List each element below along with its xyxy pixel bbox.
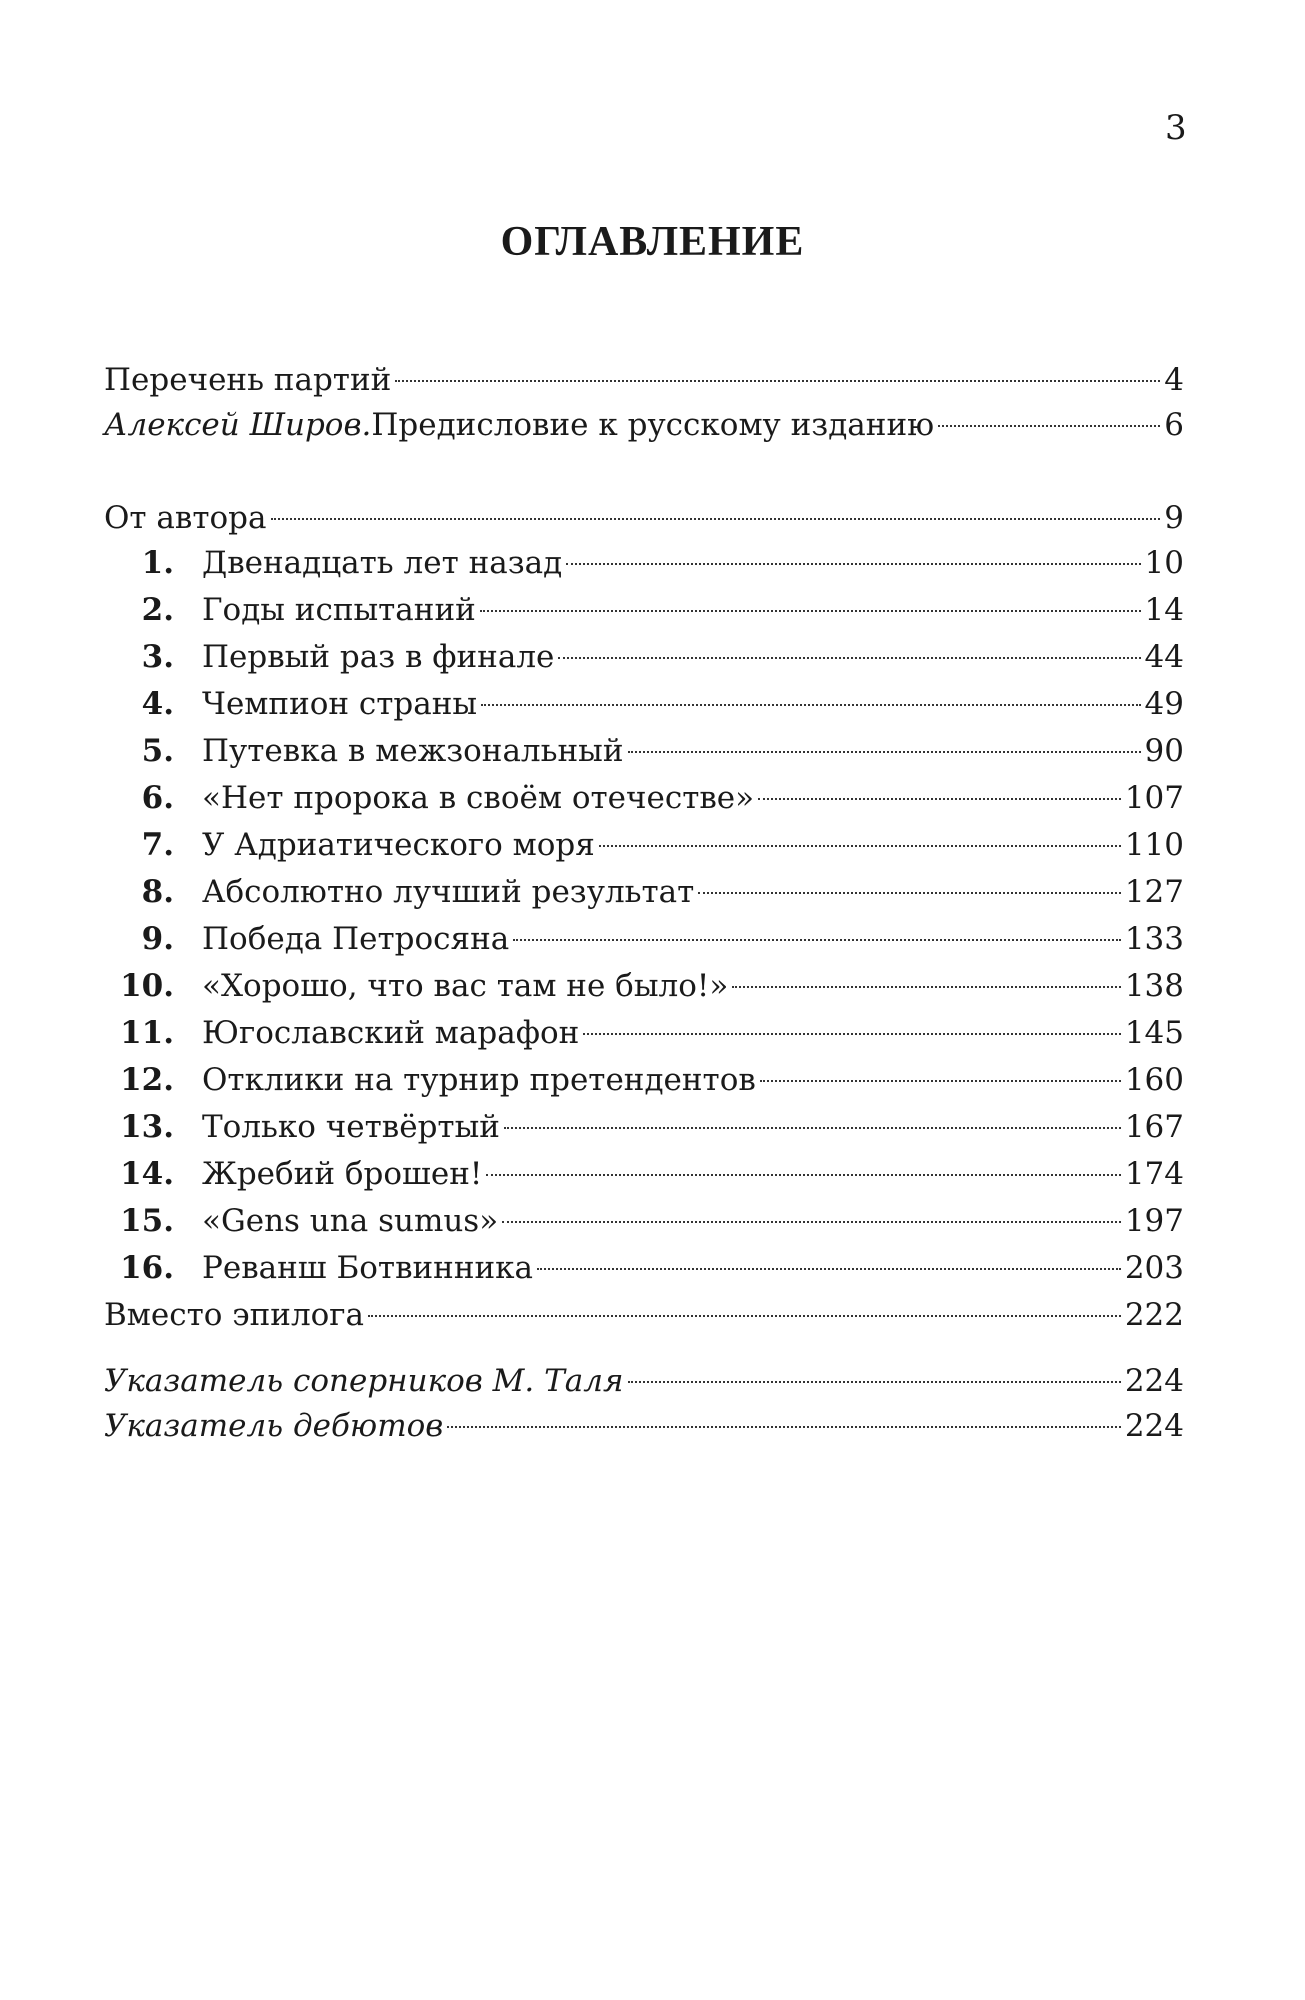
chapter-page: 138	[1124, 968, 1184, 1004]
chapter-number: 3.	[141, 639, 174, 675]
chapter-title: Только четвёртый	[202, 1109, 500, 1145]
chapter-title: Путевка в межзональный	[202, 733, 624, 769]
chapter-page: 160	[1124, 1062, 1184, 1098]
toc-chapter[interactable]	[104, 729, 1184, 773]
entry-text: Указатель дебютов	[104, 1408, 444, 1444]
chapter-title: Отклики на турнир претендентов	[202, 1062, 756, 1098]
dot-leader	[368, 1315, 1121, 1317]
toc-chapter[interactable]	[104, 635, 1184, 679]
dot-leader	[481, 704, 1140, 706]
entry-text: Вместо эпилога	[104, 1297, 365, 1333]
chapter-number: 11.	[120, 1015, 174, 1051]
chapter-title: Первый раз в финале	[202, 639, 555, 675]
chapter-page: 145	[1124, 1015, 1184, 1051]
dot-leader	[758, 798, 1121, 800]
toc-chapter[interactable]	[104, 1105, 1184, 1149]
dot-leader	[395, 380, 1160, 382]
chapter-page: 133	[1124, 921, 1184, 957]
toc-entry-preface[interactable]	[104, 403, 1184, 447]
chapter-page: 14	[1144, 592, 1184, 628]
chapter-title: Чемпион страны	[202, 686, 478, 722]
chapter-number: 1.	[141, 545, 174, 581]
toc-chapter[interactable]	[104, 964, 1184, 1008]
entry-page: 224	[1124, 1363, 1184, 1399]
chapter-number: 16.	[120, 1250, 174, 1286]
chapter-number: 8.	[141, 874, 174, 910]
toc-chapter[interactable]	[104, 682, 1184, 726]
toc-entry-epilogue[interactable]	[104, 1293, 1184, 1337]
chapter-number: 9.	[141, 921, 174, 957]
chapter-title: «Нет пророка в своём отечестве»	[202, 780, 755, 816]
dot-leader	[271, 518, 1161, 520]
chapter-title: Абсолютно лучший результат	[202, 874, 695, 910]
chapter-page: 90	[1144, 733, 1184, 769]
chapter-number: 15.	[120, 1203, 174, 1239]
chapter-number: 13.	[120, 1109, 174, 1145]
dot-leader	[486, 1174, 1121, 1176]
chapter-number: 14.	[120, 1156, 174, 1192]
chapter-number: 4.	[141, 686, 174, 722]
chapter-page: 167	[1124, 1109, 1184, 1145]
toc-chapter[interactable]	[104, 1199, 1184, 1243]
toc-chapter[interactable]	[104, 1011, 1184, 1055]
dot-leader	[599, 845, 1121, 847]
toc-entry-games-list[interactable]	[104, 358, 1184, 402]
chapter-number: 6.	[141, 780, 174, 816]
entry-page: 9	[1164, 500, 1184, 536]
dot-leader	[760, 1080, 1121, 1082]
toc-chapter[interactable]	[104, 917, 1184, 961]
entry-page: 224	[1124, 1408, 1184, 1444]
dot-leader	[504, 1127, 1121, 1129]
dot-leader	[558, 657, 1140, 659]
chapter-number: 7.	[141, 827, 174, 863]
toc-chapter[interactable]	[104, 1152, 1184, 1196]
dot-leader	[502, 1221, 1121, 1223]
entry-text: Указатель соперников М. Таля	[104, 1363, 624, 1399]
dot-leader	[938, 425, 1160, 427]
chapter-title: «Gens una sumus»	[202, 1203, 499, 1239]
chapter-title: «Хорошо, что вас там не было!»	[202, 968, 729, 1004]
chapter-title: Победа Петросяна	[202, 921, 510, 957]
chapter-page: 203	[1124, 1250, 1184, 1286]
chapter-title: Жребий брошен!	[202, 1156, 483, 1192]
toc-chapter[interactable]	[104, 776, 1184, 820]
toc-chapter[interactable]	[104, 1246, 1184, 1290]
dot-leader	[628, 751, 1141, 753]
chapter-number: 5.	[141, 733, 174, 769]
chapter-title: Двенадцать лет назад	[202, 545, 563, 581]
entry-text: Перечень партий	[104, 362, 392, 398]
dot-leader	[698, 892, 1121, 894]
chapter-page: 110	[1124, 827, 1184, 863]
dot-leader	[513, 939, 1121, 941]
toc-chapter[interactable]	[104, 823, 1184, 867]
chapter-page: 174	[1124, 1156, 1184, 1192]
chapter-page: 127	[1124, 874, 1184, 910]
entry-page: 6	[1164, 407, 1184, 443]
dot-leader	[566, 563, 1140, 565]
page-number: 3	[1165, 108, 1187, 148]
chapter-page: 107	[1124, 780, 1184, 816]
toc-chapter[interactable]	[104, 870, 1184, 914]
toc-entry-opponents-index[interactable]	[104, 1359, 1184, 1403]
entry-text: От автора	[104, 500, 267, 536]
dot-leader	[628, 1381, 1121, 1383]
toc-entry-openings-index[interactable]	[104, 1404, 1184, 1448]
dot-leader	[583, 1033, 1121, 1035]
entry-page: 222	[1124, 1297, 1184, 1333]
chapter-page: 44	[1144, 639, 1184, 675]
chapter-number: 2.	[141, 592, 174, 628]
chapter-title: Годы испытаний	[202, 592, 476, 628]
entry-page: 4	[1164, 362, 1184, 398]
dot-leader	[732, 986, 1121, 988]
dot-leader	[537, 1268, 1121, 1270]
entry-author: Алексей Широв.	[104, 407, 372, 443]
chapter-number: 12.	[120, 1062, 174, 1098]
chapter-title: Реванш Ботвинника	[202, 1250, 534, 1286]
toc-entry-from-author[interactable]	[104, 496, 1184, 540]
chapter-title: Югославский марафон	[202, 1015, 580, 1051]
entry-text: Предисловие к русскому изданию	[371, 407, 935, 443]
chapter-page: 10	[1144, 545, 1184, 581]
toc-chapter[interactable]	[104, 588, 1184, 632]
toc-title: ОГЛАВЛЕНИЕ	[500, 219, 805, 265]
toc-chapter[interactable]	[104, 541, 1184, 585]
chapter-title: У Адриатического моря	[202, 827, 595, 863]
dot-leader	[480, 610, 1141, 612]
dot-leader	[447, 1426, 1121, 1428]
toc-chapter[interactable]	[104, 1058, 1184, 1102]
chapter-number: 10.	[120, 968, 174, 1004]
chapter-page: 49	[1144, 686, 1184, 722]
chapter-page: 197	[1124, 1203, 1184, 1239]
